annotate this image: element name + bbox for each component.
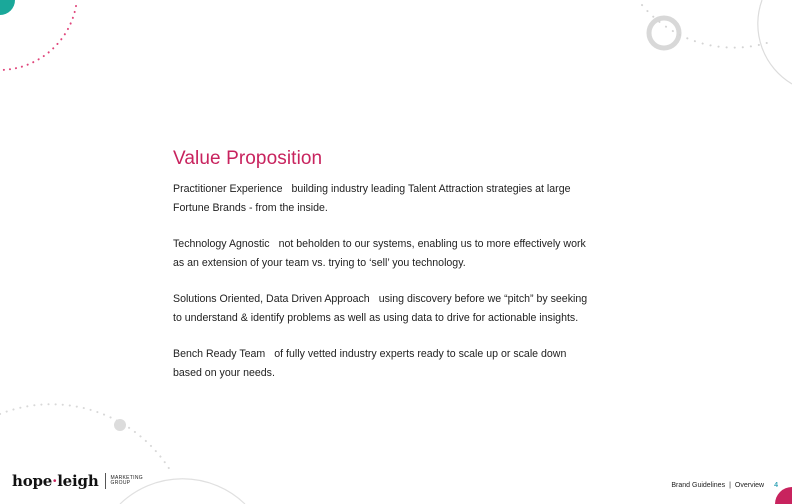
gray-dotted-arc	[642, 5, 770, 48]
logo-subtitle	[111, 476, 143, 487]
logo-subtitle-line-1: MARKETING	[110, 474, 143, 481]
brand-logo	[12, 472, 143, 490]
gray-thin-arc	[758, 0, 792, 84]
item-text: building industry leading Talent Attraction strategies at large Fortune Brands - from the inside.	[173, 183, 571, 214]
page-number: 4	[774, 482, 778, 489]
page-title: Value Proposition	[173, 148, 323, 169]
value-proposition-section	[173, 148, 593, 400]
footer-section: Brand Guidelines	[671, 482, 726, 489]
teal-corner-circle	[0, 0, 15, 15]
item-text: using discovery before we “pitch” by seeking to understand & identify problems as well as using data to drive for actionable insights.	[173, 293, 588, 324]
logo-subtitle-line-2: GROUP	[110, 480, 131, 486]
list-item	[173, 345, 593, 382]
item-lead: Technology Agnostic	[173, 238, 270, 250]
gray-dot	[114, 419, 126, 431]
item-lead: Solutions Oriented, Data Driven Approach	[173, 293, 370, 305]
pink-dotted-arc	[0, 6, 76, 70]
list-item	[173, 290, 593, 327]
logo-divider	[105, 473, 106, 489]
list-item	[173, 235, 593, 272]
gray-ring	[649, 18, 679, 48]
logo-dot: ·	[52, 472, 58, 490]
item-lead: Practitioner Experience	[173, 183, 283, 195]
logo-word-right: leigh	[57, 472, 99, 490]
footer-breadcrumb	[671, 482, 778, 489]
list-item	[173, 180, 593, 217]
item-lead: Bench Ready Team	[173, 348, 266, 360]
logo-word-left: hope	[12, 472, 53, 490]
logo-wordmark	[12, 472, 99, 490]
pink-corner-circle	[775, 487, 792, 504]
item-text: not beholden to our systems, enabling us to more effectively work as an extension of your team vs. trying to ‘sell’ you technology.	[173, 238, 586, 269]
footer-subsection: Overview	[734, 482, 765, 489]
footer-separator: |	[729, 482, 731, 489]
gray-dotted-arc-bottom	[0, 404, 170, 470]
item-text: of fully vetted industry experts ready to scale up or scale down based on your needs.	[173, 348, 567, 379]
